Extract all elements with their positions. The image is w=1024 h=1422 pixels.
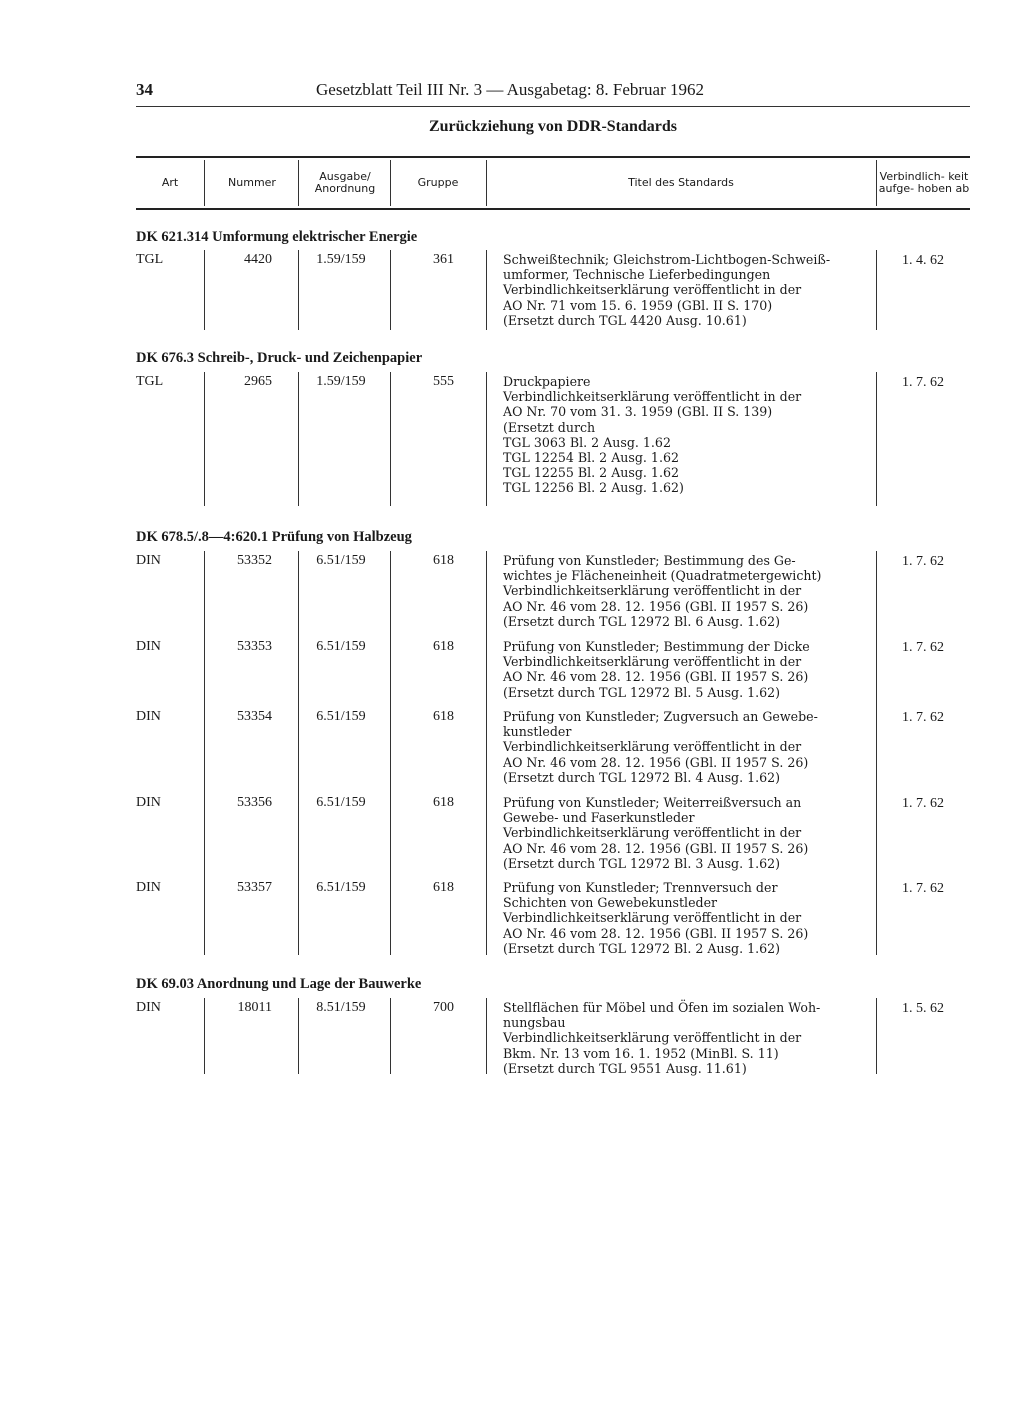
column-rule: [204, 998, 205, 1074]
cell-art: DIN: [136, 880, 161, 895]
column-rule: [298, 998, 299, 1074]
cell-titel: [503, 639, 858, 700]
titel-line: Druckpapiere: [503, 374, 591, 389]
cell-gruppe: 618: [433, 553, 454, 568]
section-heading: DK 621.314 Umformung elektrischer Energie: [136, 229, 418, 245]
titel-line: Prüfung von Kunstleder; Bestimmung des Ge-: [503, 553, 796, 568]
titel-line: (Ersetzt durch TGL 12972 Bl. 3 Ausg. 1.62): [503, 855, 781, 871]
titel-line: (Ersetzt durch TGL 9551 Ausg. 11.61): [503, 1060, 747, 1076]
cell-aufgehoben: 1. 7. 62: [902, 554, 944, 569]
titel-line: kunstleder: [503, 724, 572, 740]
table-header-top-rule: [136, 156, 970, 158]
column-rule: [390, 250, 391, 330]
cell-gruppe: 618: [433, 639, 454, 654]
header-divider: [486, 160, 487, 206]
cell-nummer: 53357: [237, 880, 272, 895]
column-rule: [486, 250, 487, 330]
titel-line: (Ersetzt durch TGL 12972 Bl. 5 Ausg. 1.62): [503, 684, 781, 700]
cell-aufgehoben: 1. 5. 62: [902, 1001, 944, 1016]
titel-line: (Ersetzt durch TGL 12972 Bl. 6 Ausg. 1.62): [503, 613, 781, 629]
titel-line: AO Nr. 46 vom 28. 12. 1956 (GBl. II 1957 S. 26): [503, 669, 809, 685]
titel-line: Verbindlichkeitserklärung veröffentlicht in der: [503, 910, 802, 926]
titel-line: Verbindlichkeitserklärung veröffentlicht in der: [503, 1030, 802, 1046]
titel-line: Prüfung von Kunstleder; Zugversuch an Gewebe-: [503, 709, 818, 724]
cell-art: DIN: [136, 795, 161, 810]
titel-line: Schweißtechnik; Gleichstrom-Lichtbogen-Schweiß-: [503, 252, 831, 267]
cell-gruppe: 555: [433, 374, 454, 389]
header-divider: [876, 160, 877, 206]
cell-ausgabe: 6.51/159: [316, 639, 366, 654]
titel-line: AO Nr. 46 vom 28. 12. 1956 (GBl. II 1957 S. 26): [503, 925, 809, 941]
cell-nummer: 2965: [244, 374, 272, 389]
column-rule: [876, 250, 877, 330]
col-header-aufgehoben: Verbindlich- keit aufge- hoben ab: [878, 170, 970, 195]
col-header-ausgabe: Ausgabe/ Anordnung: [314, 170, 376, 195]
section-heading: DK 678.5/.8—4:620.1 Prüfung von Halbzeug: [136, 529, 412, 545]
titel-line: Schichten von Gewebekunstleder: [503, 895, 718, 911]
column-rule: [486, 372, 487, 506]
titel-line: Verbindlichkeitserklärung veröffentlicht in der: [503, 654, 802, 670]
cell-nummer: 18011: [237, 1000, 272, 1015]
cell-gruppe: 700: [433, 1000, 454, 1015]
titel-line: AO Nr. 70 vom 31. 3. 1959 (GBl. II S. 139): [503, 404, 773, 420]
cell-nummer: 53353: [237, 639, 272, 654]
cell-nummer: 53352: [237, 553, 272, 568]
column-rule: [390, 551, 391, 955]
cell-titel: [503, 1000, 858, 1076]
column-rule: [204, 551, 205, 955]
titel-line: (Ersetzt durch: [503, 419, 596, 435]
titel-line: Gewebe- und Faserkunstleder: [503, 810, 695, 826]
titel-line: (Ersetzt durch TGL 4420 Ausg. 10.61): [503, 312, 747, 328]
cell-titel: [503, 252, 858, 328]
titel-line: Verbindlichkeitserklärung veröffentlicht in der: [503, 282, 802, 298]
titel-line: Prüfung von Kunstleder; Weiterreißversuch an: [503, 795, 802, 810]
cell-ausgabe: 6.51/159: [316, 795, 366, 810]
titel-line: Prüfung von Kunstleder; Bestimmung der Dicke: [503, 639, 810, 654]
titel-line: Prüfung von Kunstleder; Trennversuch der: [503, 880, 778, 895]
cell-gruppe: 361: [433, 252, 454, 267]
cell-nummer: 53356: [237, 795, 272, 810]
cell-aufgehoben: 1. 7. 62: [902, 710, 944, 725]
titel-line: TGL 12255 Bl. 2 Ausg. 1.62: [503, 465, 679, 481]
titel-line: wichtes je Flächeneinheit (Quadratmetergewicht): [503, 568, 822, 584]
cell-gruppe: 618: [433, 709, 454, 724]
col-header-gruppe: Gruppe: [417, 176, 459, 189]
titel-line: AO Nr. 46 vom 28. 12. 1956 (GBl. II 1957 S. 26): [503, 840, 809, 856]
column-rule: [876, 372, 877, 506]
cell-ausgabe: 6.51/159: [316, 553, 366, 568]
column-rule: [486, 551, 487, 955]
cell-nummer: 4420: [244, 252, 272, 267]
titel-line: (Ersetzt durch TGL 12972 Bl. 4 Ausg. 1.62): [503, 769, 781, 785]
header-rule: [136, 106, 970, 107]
column-rule: [298, 372, 299, 506]
header-divider: [390, 160, 391, 206]
column-rule: [876, 998, 877, 1074]
cell-gruppe: 618: [433, 795, 454, 810]
cell-aufgehoben: 1. 4. 62: [902, 253, 944, 268]
cell-ausgabe: 6.51/159: [316, 709, 366, 724]
cell-art: DIN: [136, 709, 161, 724]
titel-line: (Ersetzt durch TGL 12972 Bl. 2 Ausg. 1.62): [503, 940, 781, 956]
cell-titel: [503, 795, 858, 871]
document-title: Zurückziehung von DDR-Standards: [428, 118, 678, 135]
cell-art: TGL: [136, 252, 164, 267]
titel-line: AO Nr. 46 vom 28. 12. 1956 (GBl. II 1957 S. 26): [503, 598, 809, 614]
titel-line: AO Nr. 71 vom 15. 6. 1959 (GBl. II S. 170): [503, 297, 773, 313]
titel-line: Verbindlichkeitserklärung veröffentlicht in der: [503, 739, 802, 755]
table-header-bottom-rule: [136, 208, 970, 210]
titel-line: TGL 12254 Bl. 2 Ausg. 1.62: [503, 450, 679, 466]
header-divider: [298, 160, 299, 206]
column-rule: [298, 551, 299, 955]
cell-titel: [503, 553, 858, 629]
col-header-titel: Titel des Standards: [628, 176, 734, 189]
column-rule: [204, 250, 205, 330]
page-number: 34: [136, 80, 153, 99]
cell-art: DIN: [136, 553, 161, 568]
cell-aufgehoben: 1. 7. 62: [902, 640, 944, 655]
section-heading: DK 676.3 Schreib-, Druck- und Zeichenpapier: [136, 350, 423, 366]
titel-line: Stellflächen für Möbel und Öfen im sozialen Woh-: [503, 1000, 821, 1015]
col-header-nummer: Nummer: [228, 176, 276, 189]
titel-line: Verbindlichkeitserklärung veröffentlicht in der: [503, 825, 802, 841]
titel-line: TGL 3063 Bl. 2 Ausg. 1.62: [503, 434, 671, 450]
gazette-title: Gesetzblatt Teil III Nr. 3 — Ausgabetag: 8. Februar 1962: [316, 80, 704, 99]
cell-aufgehoben: 1. 7. 62: [902, 881, 944, 896]
cell-nummer: 53354: [237, 709, 272, 724]
cell-aufgehoben: 1. 7. 62: [902, 375, 944, 390]
column-rule: [486, 998, 487, 1074]
cell-ausgabe: 1.59/159: [316, 252, 366, 267]
titel-line: AO Nr. 46 vom 28. 12. 1956 (GBl. II 1957 S. 26): [503, 754, 809, 770]
titel-line: Verbindlichkeitserklärung veröffentlicht in der: [503, 389, 802, 405]
titel-line: umformer, Technische Lieferbedingungen: [503, 267, 771, 283]
cell-titel: [503, 374, 858, 496]
cell-gruppe: 618: [433, 880, 454, 895]
cell-aufgehoben: 1. 7. 62: [902, 796, 944, 811]
column-rule: [204, 372, 205, 506]
column-rule: [390, 998, 391, 1074]
titel-line: nungsbau: [503, 1015, 566, 1031]
header-divider: [204, 160, 205, 206]
titel-line: Verbindlichkeitserklärung veröffentlicht in der: [503, 583, 802, 599]
titel-line: Bkm. Nr. 13 vom 16. 1. 1952 (MinBl. S. 11): [503, 1045, 779, 1061]
column-rule: [876, 551, 877, 955]
cell-titel: [503, 709, 858, 785]
titel-line: TGL 12256 Bl. 2 Ausg. 1.62): [503, 480, 684, 496]
cell-ausgabe: 8.51/159: [316, 1000, 366, 1015]
cell-titel: [503, 880, 858, 956]
section-heading: DK 69.03 Anordnung und Lage der Bauwerke: [136, 976, 422, 992]
cell-ausgabe: 6.51/159: [316, 880, 366, 895]
page-header: [136, 78, 970, 106]
column-rule: [390, 372, 391, 506]
cell-art: TGL: [136, 374, 164, 389]
cell-ausgabe: 1.59/159: [316, 374, 366, 389]
cell-art: DIN: [136, 639, 161, 654]
column-rule: [298, 250, 299, 330]
col-header-art: Art: [161, 176, 179, 189]
cell-art: DIN: [136, 1000, 161, 1015]
